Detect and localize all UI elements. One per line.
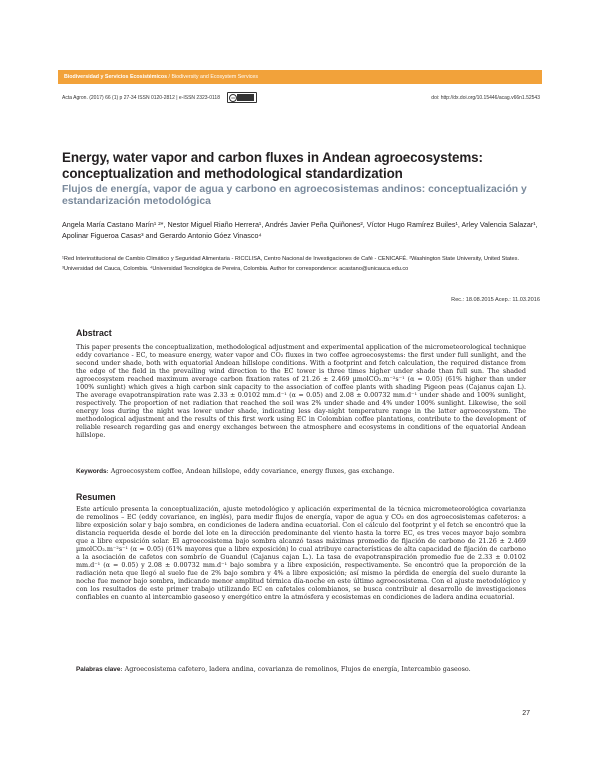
- cc-license-mark: cc: [231, 95, 236, 101]
- abstract-heading: Abstract: [76, 328, 112, 338]
- palabras-clave-text: : Agroecosistema cafetero, ladera andina, covarianza de remolinos, Flujos de energía, Intercambio gaseoso.: [120, 665, 471, 673]
- journal-citation-group: [62, 92, 257, 104]
- section-label-english: / Biodiversity and Ecosystem Services: [167, 74, 259, 80]
- journal-citation: Acta Agron. (2017) 66 (1) p 27-34 ISSN 0120-2812 | e-ISSN 2323-0118: [62, 95, 220, 101]
- resumen-heading: Resumen: [76, 492, 116, 502]
- article-title: Energy, water vapor and carbon fluxes in Andean agroecosystems: conceptualization and methodological standardization: [62, 150, 483, 181]
- creative-commons-license-icon[interactable]: [227, 92, 257, 103]
- author-list: Angela María Castano Marín¹ ²*, Nestor Miguel Riaño Herrera¹, Andrés Javier Peña Quiñones², Víctor Hugo Ramírez Builes¹, Arley Valencia Salazar¹, Apolinar Figueroa Casas³ and Gerardo Antonio Góez Vinasco⁴: [62, 220, 538, 240]
- doi-link[interactable]: doi: http://dx.doi.org/10.15446/acag.v66n1.52543: [431, 95, 540, 101]
- section-band: [58, 70, 542, 84]
- received-accepted-dates: Rec.: 18.08.2015 Acep.: 11.03.2016: [451, 297, 540, 303]
- palabras-clave: [76, 665, 526, 674]
- palabras-clave-label: Palabras clave: [76, 666, 121, 673]
- keywords-label: Keywords: [76, 468, 107, 475]
- section-label: Biodiversidad y Servicios Ecosistémicos: [64, 74, 168, 80]
- article-subtitle-spanish: Flujos de energía, vapor de agua y carbono en agroecosistemas andinos: conceptualización y estandarización metodológica: [62, 184, 527, 207]
- resumen-text: Este artículo presenta la conceptualización, ajuste metodológico y aplicación experimental de la técnica micrometeorológica covarianza de remolinos – EC (eddy covariance, en inglés), para medir flujos de energía, vapor de agua y CO₂ en dos agroecosistemas cafeteros: a libre exposición solar y bajo sombra, en condiciones de ladera andina ecuatorial. Con el cálculo del footprint y el fetch se encontró que la distancia requerida desde el borde del lote en la dirección predominante del viento hasta la torre EC, es tres veces mayor bajo sombra que a libre exposición solar. El agroecosistema bajo sombra alcanzó tasas máximas promedio de fijación de carbono de 21.26 ± 2.469 µmolCO₂.m⁻²s⁻¹ (α = 0.05) (61% mayores que a libre exposición) lo cual atribuye características de alta capacidad de fijación de carbono a la asociación de cafetos con sombrío de Guandul (Cajanus cajan L.). La tasa de evapotranspiración promedio fue de 2.33 ± 0.0102 mm.d⁻¹ (α = 0.05) y 2.08 ± 0.00732 mm.d⁻¹ bajo sombra y a libre exposición, respectivamente. Se encontró que la proporción de la radiación neta que llegó al suelo fue de 2% bajo sombra y 4% a libre exposición; así mismo la pérdida de energía del suelo durante la noche fue menor bajo sombra, indicando menor amplitud térmica día-noche en este último agroecosistema. Con el ajuste metodológico y con los resultados de este primer trabajo utilizando EC en cafetales colombianos, se busca contribuir al desarrollo de investigaciones confiables en cuanto al intercambio gaseoso y energético entre la atmósfera y ecosistemas en condiciones de ladera andina ecuatorial.: [76, 505, 526, 602]
- keywords-text: : Agroecosystem coffee, Andean hillslope, eddy covariance, energy fluxes, gas exchange.: [106, 467, 395, 475]
- affiliations: ¹Red Interinstitucional de Cambio Climático y Seguridad Alimentaria - RICCLISA, Centro Nacional de Investigaciones de Café - CENICAFÉ. ²Washington State University, United States. ³Universidad del Cauca, Colombia. ⁴Universidad Tecnológica de Pereira, Colombia. Author for correspondence: acastano@unicauca.edu.co: [62, 256, 520, 272]
- citation-line: [62, 92, 540, 104]
- keywords: [76, 467, 526, 476]
- page-number: 27: [522, 710, 530, 717]
- abstract-text: This paper presents the conceptualization, methodological adjustment and experimental application of the micrometeorological technique eddy covariance - EC, to measure energy, water vapor and CO₂ fluxes in two coffee agroecosystems: the first under full sunlight, and the second under shade, both with equatorial Andean hillslope conditions. With a footprint and fetch calculation, the required distance from the edge of the field in the prevailing wind direction to the EC tower is three times higher under shade than full sun. The shaded agroecosystem reached maximum average carbon fixation rates of 21.26 ± 2.469 µmolCO₂.m⁻²s⁻¹ (α = 0.05) (61% higher than under 100% sunlight) which gives a high carbon sink capacity to the association of coffee plants with shading Pigeon peas (Cajanus cajan L). The average evapotranspiration rate was 2.33 ± 0.0102 mm.d⁻¹ (α = 0.05) and 2.08 ± 0.00732 mm.d⁻¹ under shade and 100% sunlight, respectively. The proportion of net radiation that reached the soil was 2% under shade and 4% under 100% sunlight. Likewise, the soil energy loss during the night was lower under shade, indicating less day-night temperature range in the latter agroecosystem. The methodological adjustment and the results of this first work using EC in Colombian coffee plantations, contribute to the development of reliable research regarding gas and energy exchanges between the atmosphere and ecosystems in conditions of the equatorial Andean hillslope.: [76, 343, 526, 440]
